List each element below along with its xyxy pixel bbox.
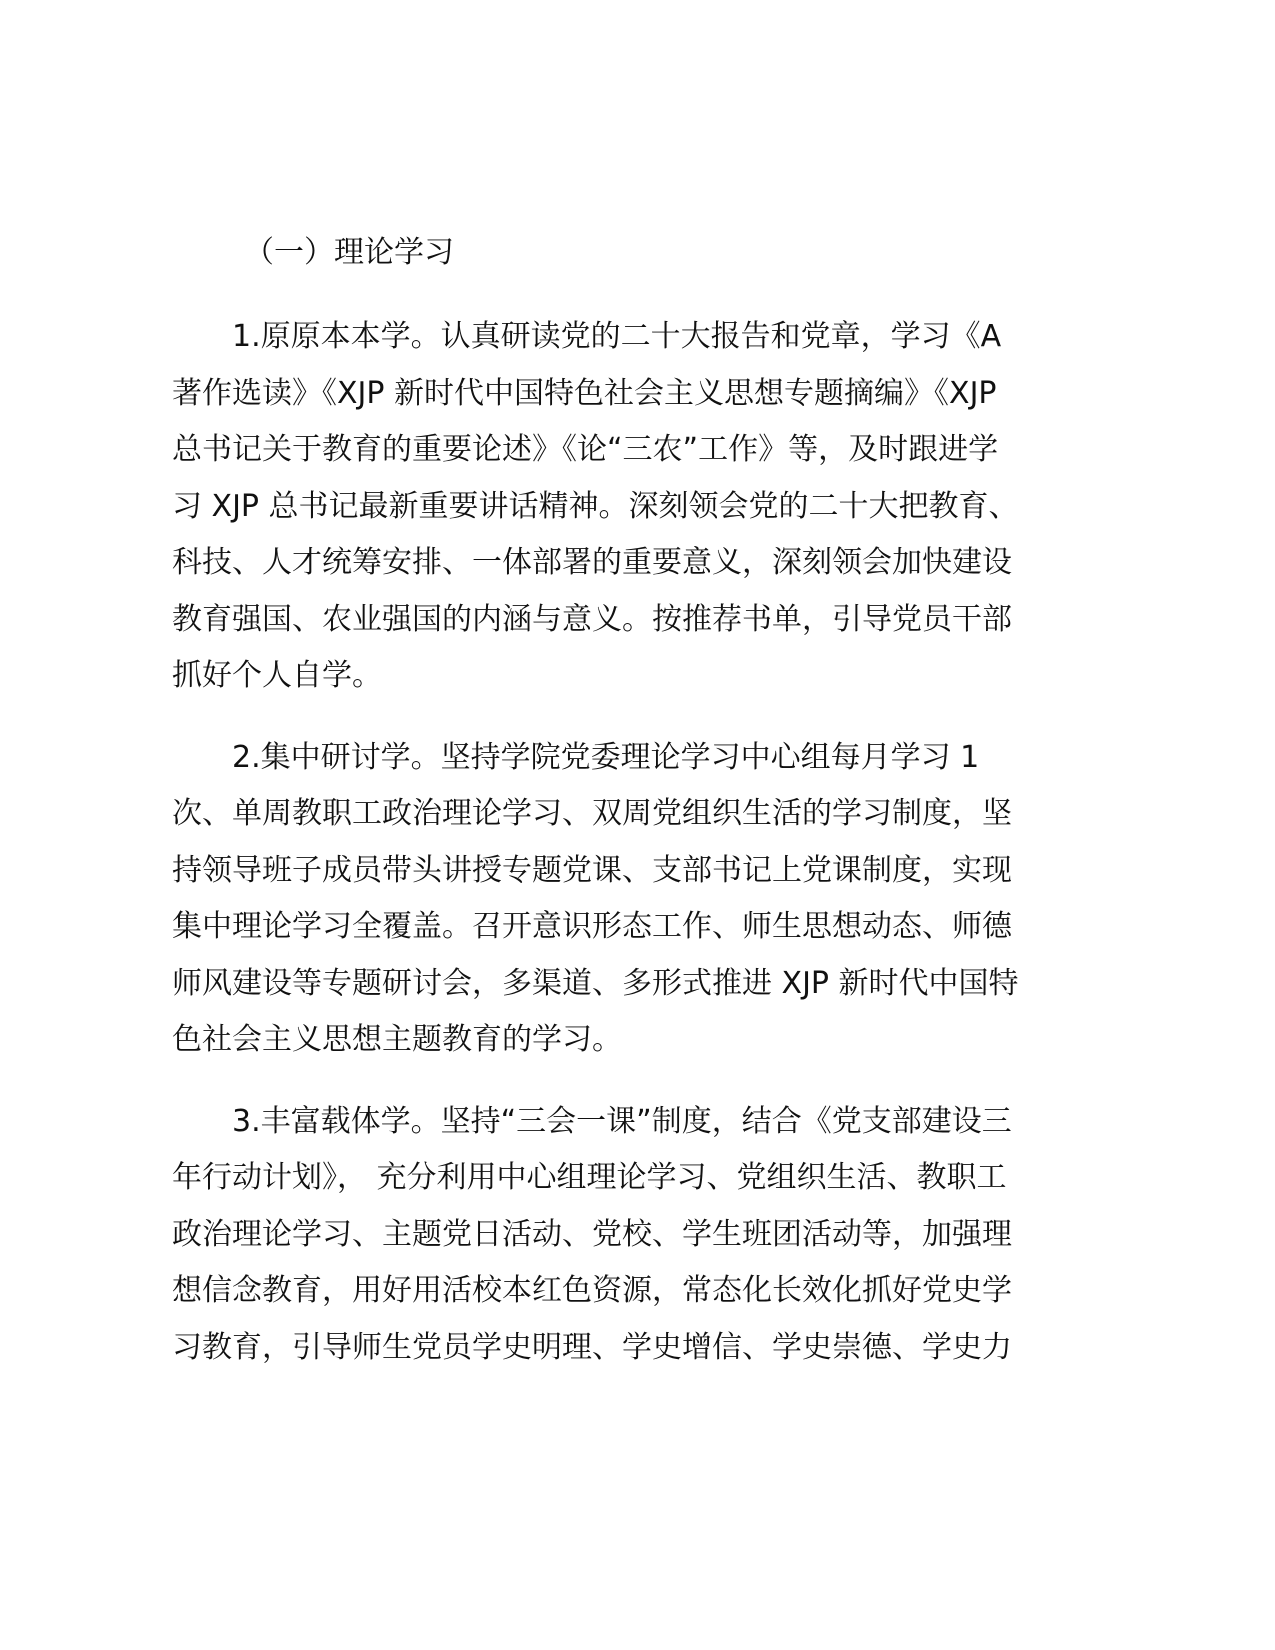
paragraph-3 <box>172 1094 1112 1377</box>
paragraph-line: 2.集中研讨学。坚持学院党委理论学习中心组每月学习 1 <box>232 739 980 775</box>
paragraph-line: 色社会主义思想主题教育的学习。 <box>172 1022 622 1057</box>
paragraph-line: 总书记关于教育的重要论述》《论“三农”工作》等，及时跟进学 <box>172 432 999 467</box>
paragraph-line: 想信念教育，用好用活校本红色资源，常态化长效化抓好党史学 <box>172 1273 1012 1308</box>
paragraph-line: 政治理论学习、主题党日活动、党校、学生班团活动等，加强理 <box>172 1216 1012 1252</box>
paragraph-1 <box>172 309 1112 705</box>
paragraph-line: 年行动计划》， 充分利用中心组理论学习、党组织生活、教职工 <box>172 1160 1007 1195</box>
paragraph-line: 教育强国、农业强国的内涵与意义。按推荐书单，引导党员干部 <box>172 601 1012 637</box>
paragraph-line: 抓好个人自学。 <box>172 658 382 693</box>
paragraph-line: 3.丰富载体学。坚持“三会一课”制度，结合《党支部建设三 <box>232 1103 1012 1139</box>
paragraph-line: 持领导班子成员带头讲授专题党课、支部书记上党课制度，实现 <box>172 852 1012 888</box>
paragraph-line: 习 XJP 总书记最新重要讲话精神。深刻领会党的二十大把教育、 <box>172 488 1019 524</box>
paragraph-line: 习教育，引导师生党员学史明理、学史增信、学史崇德、学史力 <box>172 1329 1012 1365</box>
paragraph-line: 1.原原本本学。认真研读党的二十大报告和党章，学习《A <box>232 319 1002 354</box>
paragraph-line: 次、单周教职工政治理论学习、双周党组织生活的学习制度，坚 <box>172 796 1012 831</box>
paragraph-line: 师风建设等专题研讨会，多渠道、多形式推进 XJP 新时代中国特 <box>172 965 1019 1001</box>
paragraph-line: 科技、人才统筹安排、一体部署的重要意义，深刻领会加快建设 <box>172 545 1012 580</box>
document-body <box>172 225 1112 1376</box>
section-heading: （一）理论学习 <box>244 235 454 270</box>
paragraph-line: 集中理论学习全覆盖。召开意识形态工作、师生思想动态、师德 <box>172 909 1012 944</box>
paragraph-line: 著作选读》《XJP 新时代中国特色社会主义思想专题摘编》《XJP <box>172 375 997 411</box>
paragraph-2 <box>172 730 1112 1069</box>
